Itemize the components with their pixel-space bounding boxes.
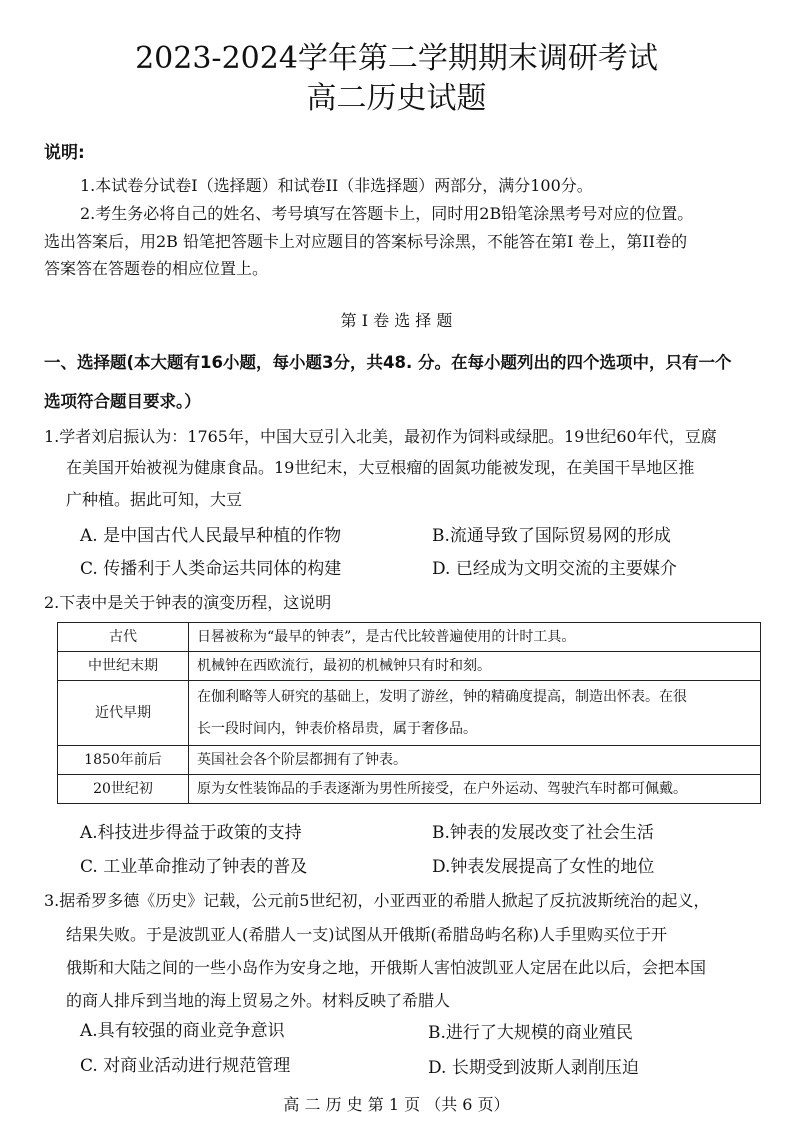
exam-title: 2023-2024学年第二学期期末调研考试 (135, 41, 658, 76)
q3-option-d: D. 长期受到波斯人剥削压迫 (428, 1058, 639, 1078)
notes-heading: 说明: (44, 143, 85, 163)
notes-item-2-line1: 2.考生务必将自己的姓名、考号填写在答题卡上，同时用2B铅笔涂黑考号对应的位置。 (80, 204, 694, 223)
section-title: 第 I 卷 选 择 题 (340, 311, 453, 330)
q1-option-c: C. 传播利于人类命运共同体的构建 (80, 559, 342, 579)
table-desc-cell (189, 681, 761, 746)
q3-option-c: C. 对商业活动进行规范管理 (80, 1056, 291, 1076)
q1-stem-line3: 广种植。据此可知，大豆 (66, 490, 243, 509)
notes-item-2-line3: 答案答在答题卷的相应位置上。 (44, 259, 269, 278)
q3-option-a: A.具有较强的商业竞争意识 (80, 1021, 285, 1041)
notes-item-1: 1.本试卷分试卷I（选择题）和试卷II（非选择题）两部分，满分100分。 (80, 176, 593, 195)
page-footer: 高 二 历 史 第 1 页 （共 6 页） (283, 1095, 510, 1114)
exam-subtitle: 高二历史试题 (306, 81, 487, 116)
q2-option-a: A.科技进步得益于政策的支持 (80, 823, 302, 843)
q2-option-d: D.钟表发展提高了女性的地位 (432, 857, 655, 877)
table-desc-cell: 英国社会各个阶层都拥有了钟表。 (189, 746, 761, 775)
q3-stem-line4: 的商人排斥到当地的海上贸易之外。材料反映了希腊人 (66, 991, 451, 1010)
table-era-cell: 20世纪初 (58, 775, 189, 804)
q3-stem-line1: 3.据希罗多德《历史》记载，公元前5世纪初，小亚西亚的希腊人掀起了反抗波斯统治的起义， (44, 891, 710, 910)
q1-stem-line1: 1.学者刘启振认为：1765年，中国大豆引入北美，最初作为饲料或绿肥。19世纪60年代，豆腐 (44, 427, 717, 446)
q1-stem-line2: 在美国开始被视为健康食品。19世纪末，大豆根瘤的固氮功能被发现，在美国干旱地区推 (66, 458, 695, 477)
table-row (58, 623, 761, 652)
table-era-cell: 近代早期 (58, 681, 189, 746)
q3-stem-line2: 结果失败。于是波凯亚人(希腊人一支)试图从开俄斯(希腊岛屿名称)人手里购买位于开 (66, 925, 667, 944)
q1-option-b: B.流通导致了国际贸易网的形成 (432, 526, 671, 546)
section-instruction-line2: 选项符合题目要求。） (44, 392, 201, 411)
q1-option-a: A. 是中国古代人民最早种植的作物 (80, 526, 342, 546)
table-desc-cell: 机械钟在西欧流行，最初的机械钟只有时和刻。 (189, 652, 761, 681)
table-era-cell: 古代 (58, 623, 189, 652)
q2-option-c: C. 工业革命推动了钟表的普及 (80, 857, 308, 877)
table-desc-line2: 长一段时间内，钟表价格昂贵，属于奢侈品。 (197, 721, 477, 737)
table-era-cell: 中世纪末期 (58, 652, 189, 681)
q2-option-b: B.钟表的发展改变了社会生活 (432, 823, 654, 843)
table-row (58, 681, 761, 746)
q2-stem: 2.下表中是关于钟表的演变历程，这说明 (44, 593, 332, 612)
table-desc-cell: 原为女性装饰品的手表逐渐为男性所接受，在户外运动、驾驶汽车时都可佩戴。 (189, 775, 761, 804)
table-row (58, 746, 761, 775)
table-desc-line1: 在伽利略等人研究的基础上，发明了游丝，钟的精确度提高，制造出怀表。在很 (197, 689, 687, 705)
q3-stem-line3: 俄斯和大陆之间的一些小岛作为安身之地，开俄斯人害怕波凯亚人定居在此以后，会把本国 (66, 958, 707, 977)
q3-option-b: B.进行了大规模的商业殖民 (428, 1023, 633, 1043)
table-row (58, 775, 761, 804)
table-era-cell: 1850年前后 (58, 746, 189, 775)
section-instruction-line1: 一、选择题(本大题有16小题，每小题3分，共48. 分。在每小题列出的四个选项中，只有一个 (44, 353, 732, 372)
clock-history-table (57, 622, 761, 804)
table-row (58, 652, 761, 681)
table-desc-cell: 日晷被称为“最早的钟表”，是古代比较普遍使用的计时工具。 (189, 623, 761, 652)
q1-option-d: D. 已经成为文明交流的主要媒介 (432, 559, 677, 579)
notes-item-2-line2: 选出答案后，用2B 铅笔把答题卡上对应题目的答案标号涂黑，不能答在第I 卷上，第II卷的 (44, 232, 688, 251)
